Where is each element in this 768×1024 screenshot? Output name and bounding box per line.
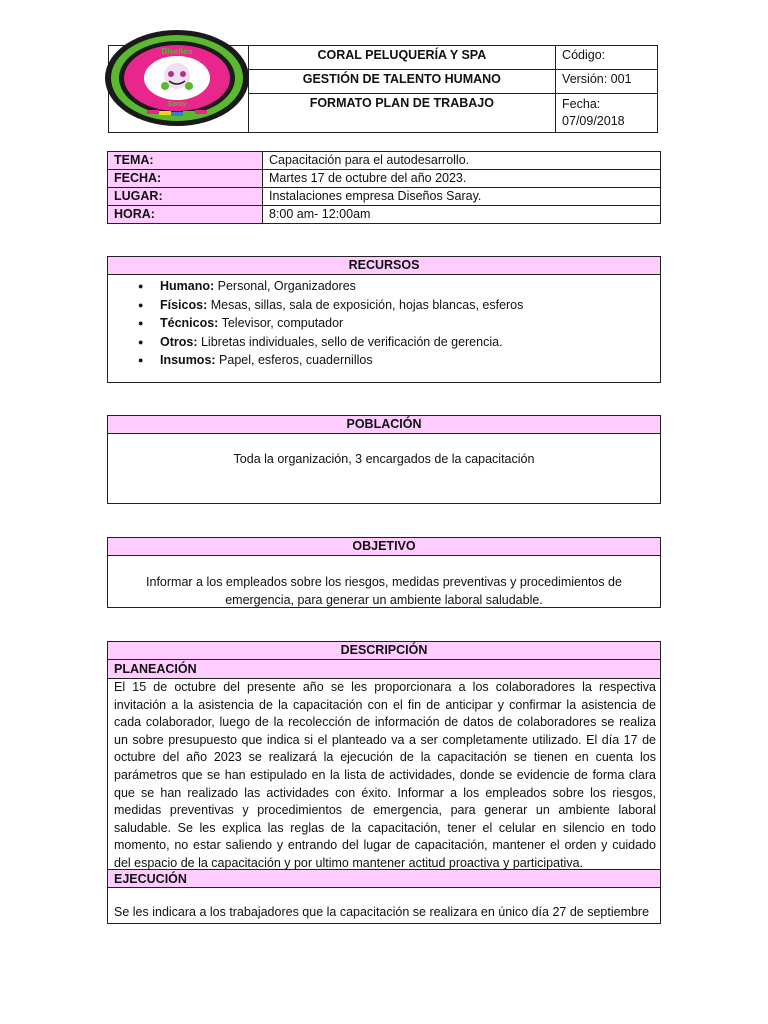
code-label: Código: (556, 46, 658, 70)
resource-label: Insumos: (160, 353, 216, 367)
planeacion-text: El 15 de octubre del presente año se les proporcionara a los colaboradores la respectiva invitación a la asistencia de la capacitación con el fin de anticipar y confirmar la asistencia de cada colaborador, luego de la recolección de información de datos de colaboradores se realiza un sobre presupuesto que indica si el planteado va a ser completamente utilizado. El día 17 de octubre del año 2023 se realizará la ejecución de la capacitación se tienen en cuenta los parámetros que se han estipulado en la lista de actividades, donde se evidencie de forma clara que se han realizado las actividades con éxito. Informar a los empleados sobre los riesgos, medidas preventivas y procedimientos de emergencia, para generar un ambiente laboral saludable. Se les explica las reglas de la capacitación, tener el celular en silencio en todo momento, no estar saliendo y entrando del lugar de capacitación, mantener el orden y cuidado del espacio de la capacitación y por ultimo mantener actitud proactiva y participativa. (114, 680, 656, 869)
department-name: GESTIÓN DE TALENTO HUMANO (248, 70, 555, 94)
logo-cell (109, 46, 249, 133)
recursos-title: RECURSOS (108, 257, 660, 275)
date-value: 07/09/2018 (562, 114, 625, 128)
info-value: 8:00 am- 12:00am (263, 206, 661, 224)
version-label: Versión: 001 (556, 70, 658, 94)
ejecucion-title: EJECUCIÓN (108, 869, 660, 888)
info-value: Instalaciones empresa Diseños Saray. (263, 188, 661, 206)
info-label: FECHA: (108, 170, 263, 188)
date-cell (556, 94, 658, 133)
resource-label: Técnicos: (160, 316, 219, 330)
descripcion-section (107, 641, 661, 924)
list-item (138, 277, 660, 296)
company-name: CORAL PELUQUERÍA Y SPA (248, 46, 555, 70)
info-table (107, 151, 661, 224)
objetivo-text: Informar a los empleados sobre los riesgos, medidas preventivas y procedimientos de emergencia, para generar un ambiente laboral saludable. (146, 575, 622, 607)
poblacion-title: POBLACIÓN (108, 416, 660, 434)
descripcion-title: DESCRIPCIÓN (108, 642, 660, 660)
info-row-fecha (108, 170, 661, 188)
resource-label: Humano: (160, 279, 215, 293)
format-name: FORMATO PLAN DE TRABAJO (248, 94, 555, 133)
list-item (138, 333, 660, 352)
list-item (138, 351, 660, 370)
recursos-list (108, 275, 660, 370)
info-label: TEMA: (108, 152, 263, 170)
info-label: HORA: (108, 206, 263, 224)
resource-text: Televisor, computador (218, 316, 344, 330)
list-item (138, 296, 660, 315)
resource-text: Papel, esferos, cuadernillos (215, 353, 373, 367)
ejecucion-text: Se les indicara a los trabajadores que la capacitación se realizara en único día 27 de septiembre (114, 905, 650, 919)
info-row-tema (108, 152, 661, 170)
planeacion-title: PLANEACIÓN (108, 660, 660, 679)
logo-text-bottom: Saray (167, 101, 187, 108)
resource-text: Personal, Organizadores (214, 279, 356, 293)
resource-text: Mesas, sillas, sala de exposición, hojas blancas, esferos (207, 297, 524, 312)
resource-label: Otros: (160, 334, 198, 349)
logo-text-top: Diseños (161, 47, 193, 56)
resource-label: Físicos: (160, 297, 208, 312)
header-table (108, 45, 658, 133)
info-label: LUGAR: (108, 188, 263, 206)
resource-text: Libretas individuales, sello de verificación de gerencia. (197, 334, 503, 349)
info-row-hora (108, 206, 661, 224)
date-label: Fecha: (562, 97, 601, 111)
poblacion-text: Toda la organización, 3 encargados de la capacitación (233, 452, 535, 466)
info-value: Capacitación para el autodesarrollo. (263, 152, 661, 170)
info-row-lugar (108, 188, 661, 206)
list-item (138, 314, 660, 333)
objetivo-title: OBJETIVO (108, 538, 660, 556)
info-value: Martes 17 de octubre del año 2023. (263, 170, 661, 188)
recursos-section (107, 256, 661, 383)
objetivo-section (107, 537, 661, 608)
poblacion-section (107, 415, 661, 504)
company-logo (95, 26, 255, 126)
